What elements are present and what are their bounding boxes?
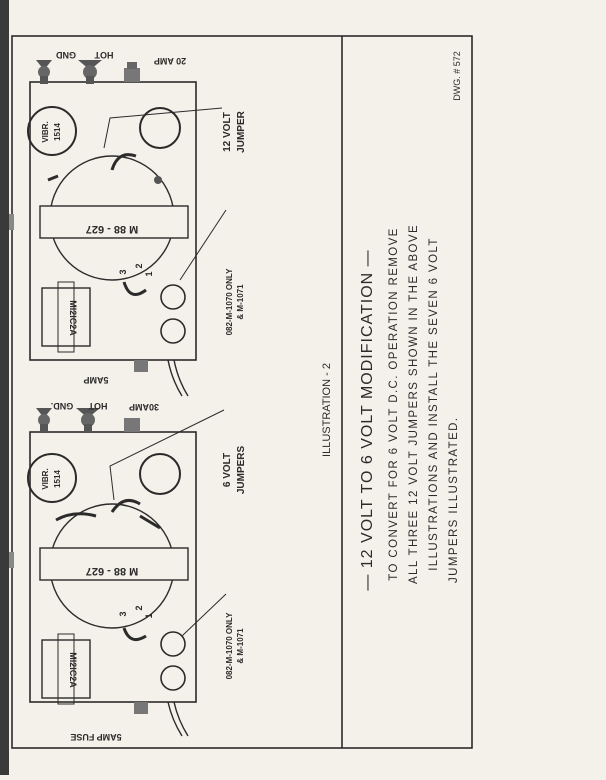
modification-title: — 12 VOLT TO 6 VOLT MODIFICATION —: [359, 249, 376, 591]
vibrator-label-bottom-2: 1514: [53, 470, 62, 488]
socket-a-top: [161, 285, 185, 309]
instruction-line-1: TO CONVERT FOR 6 VOLT D.C. OPERATION REMOVE: [388, 227, 400, 581]
amp-fuse-holder-bottom: [124, 418, 140, 432]
jumper-wire-top-b: [124, 282, 146, 295]
pin-3-bottom: 3: [118, 611, 128, 617]
socket-b-bottom: [161, 666, 185, 690]
hot-label-top: HOT: [94, 50, 114, 60]
small-transformer-bottom: [42, 640, 90, 698]
amp-label-top: 20 AMP: [153, 56, 187, 66]
transformer-label-top: M 88 - 627: [85, 223, 139, 235]
small-transformer-label-top: MI2IC2A: [68, 300, 78, 336]
model-callout-top-1: 082-M-1070 ONLY: [225, 268, 234, 336]
gnd-label-top: GND: [56, 50, 76, 60]
socket-b-top: [161, 319, 185, 343]
illustration-label: ILLUSTRATION - 2: [321, 363, 333, 457]
callout-6v-line1: 6 VOLT: [222, 452, 233, 488]
hot-label-bottom: HOT: [88, 401, 108, 411]
vibrator-label-bottom-1: VIBR.: [41, 468, 50, 490]
leader-model-bottom: [182, 594, 226, 636]
instruction-line-4: JUMPERS ILLUSTRATED.: [448, 416, 460, 583]
pin-2-bottom: 2: [134, 605, 144, 611]
socket-a-bottom: [161, 632, 185, 656]
amp-fuse-holder-top: [124, 62, 140, 82]
scan-edge: [0, 0, 9, 775]
dwg-number: DWG. # 572: [452, 51, 462, 101]
pin-3-top: 3: [118, 269, 128, 275]
gnd-label-bottom: GND.: [50, 401, 74, 411]
callout-6v-line2: JUMPERS: [236, 445, 247, 495]
jumper-wire-bottom-a: [56, 514, 96, 520]
jumper-wire-bottom-d: [124, 628, 146, 640]
instruction-line-3: ILLUSTRATIONS AND INSTALL THE SEVEN 6 VOLT: [428, 237, 440, 571]
small-transformer-top: [42, 288, 90, 346]
gnd-terminal-top: [36, 60, 52, 84]
vibrator-label-top-1: VIBR.: [41, 121, 50, 143]
fuse-label-bottom: 5AMP FUSE: [70, 732, 122, 742]
callout-12v-line1: 12 VOLT: [222, 112, 233, 152]
pin-1-bottom: 1: [144, 613, 154, 619]
capacitor-bottom: [140, 454, 180, 494]
instruction-line-2: ALL THREE 12 VOLT JUMPERS SHOWN IN THE ABOVE: [408, 223, 420, 585]
model-callout-bottom-2: & M-1071: [236, 628, 245, 664]
hot-terminal-top: [78, 60, 102, 84]
pin-2-top: 2: [134, 263, 144, 269]
leader-12v-top: [104, 108, 222, 148]
vibrator-top: [28, 107, 76, 155]
callout-12v-line2: JUMPER: [236, 111, 247, 153]
amp-label-bottom: 30AMP: [128, 402, 160, 412]
gnd-terminal-bottom: [36, 408, 52, 432]
fuse-label-top: 5AMP: [83, 375, 109, 385]
model-callout-top-2: & M-1071: [236, 284, 245, 320]
small-transformer-label-bottom: MI2IC2A: [68, 652, 78, 688]
model-callout-bottom-1: 082-M-1070 ONLY: [225, 612, 234, 680]
pin-1-top: 1: [144, 271, 154, 277]
transformer-label-bottom: M 88 - 627: [85, 565, 139, 577]
vibrator-bottom: [28, 454, 76, 502]
vibrator-label-top-2: 1514: [53, 123, 62, 141]
